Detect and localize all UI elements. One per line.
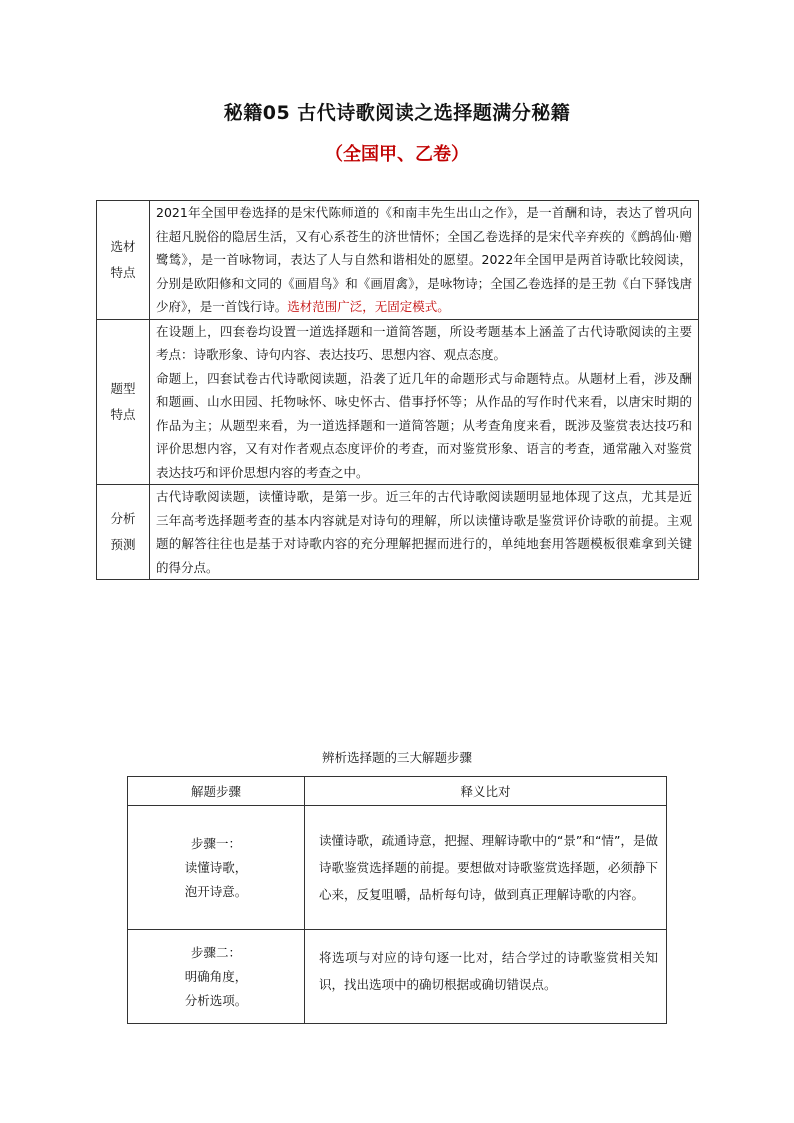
question-type-paragraph: 在设题上，四套卷均设置一道选择题和一道简答题，所设考题基本上涵盖了古代诗歌阅读的主要考点：诗歌形象、诗句内容、表达技巧、思想内容、观点态度。: [156, 323, 692, 362]
step-line: 步骤二：: [190, 944, 241, 960]
row-label-line: 预测: [110, 537, 136, 552]
row-content-selection: [150, 201, 699, 320]
selection-text: 2021年全国甲卷选择的是宋代陈师道的《和南丰先生出山之作》，是一首酬和诗，表达了曾巩向往超凡脱俗的隐居生活，又有心系苍生的济世情怀；全国乙卷选择的是宋代辛弃疾的《鹧鸪仙·赠鹭鸶》，是一首咏物词，表达了人与自然和谐相处的愿望。2022年全国甲是两首诗歌比较阅读，分别是欧阳修和文同的《画眉鸟》和《画眉禽》，是咏物诗；全国乙卷选择的是王勃《白下驿饯唐少府》，是一首饯行诗。: [156, 205, 692, 314]
page-subtitle: （全国甲、乙卷）: [325, 144, 469, 165]
step-cell: [128, 930, 305, 1024]
analysis-text: 古代诗歌阅读题，读懂诗歌，是第一步。近三年的古代诗歌阅读题明显地体现了这点，尤其是近三年高考选择题考查的基本内容就是对诗句的理解，所以读懂诗歌是鉴赏评价诗歌的前提。主观题的解答往往也是基于对诗歌内容的充分理解把握而进行的，单纯地套用答题模板很难拿到关键的得分点。: [156, 489, 692, 575]
header-cell-desc: 释义比对: [305, 777, 667, 806]
row-content-question-type: [150, 319, 699, 485]
row-label-selection: [97, 201, 150, 320]
row-label-line: 分析: [110, 511, 136, 526]
steps-table-title: 辨析选择题的三大解题步骤: [321, 750, 472, 765]
step-line: 明确角度，: [184, 968, 248, 984]
step-desc: 将选项与对应的诗句逐一比对，结合学过的诗歌鉴赏相关知识，找出选项中的确切根据或确切错误点。: [305, 930, 667, 1024]
table-row: [97, 319, 699, 485]
row-content-analysis: [150, 485, 699, 580]
step-line: 步骤一：: [190, 835, 241, 851]
step-line: 分析选项。: [184, 992, 248, 1008]
step-cell: [128, 806, 305, 930]
question-type-paragraph: 命题上，四套试卷古代诗歌阅读题，沿袭了近几年的命题形式与命题特点。从题材上看，涉及酬和题画、山水田园、托物咏怀、咏史怀古、借事抒怀等；从作品的写作时代来看，以唐宋时期的作品为主；从题型来看，为一道选择题和一道简答题；从考查角度来看，既涉及鉴赏表达技巧和评价思想内容，又有对作者观点态度评价的考查，而对鉴赏形象、语言的考查，通常融入对鉴赏表达技巧和评价思想内容的考查之中。: [156, 370, 692, 480]
row-label-analysis: [97, 485, 150, 580]
steps-table: [127, 776, 667, 1024]
table-header-row: [128, 777, 667, 806]
table-row: [128, 930, 667, 1024]
table-row: [128, 806, 667, 930]
table-row: [97, 201, 699, 320]
row-label-question-type: [97, 319, 150, 485]
row-label-line: 题型: [110, 380, 136, 396]
step-desc: 读懂诗歌，疏通诗意，把握、理解诗歌中的“景”和“情”，是做诗歌鉴赏选择题的前提。要想做对诗歌鉴赏选择题，必须静下心来，反复咀嚼，品析每句诗，做到真正理解诗歌的内容。: [305, 806, 667, 930]
row-label-line: 选材: [110, 238, 136, 254]
step-line: 泡开诗意。: [184, 883, 248, 899]
selection-highlight: 选材范围广泛，无固定模式。: [287, 299, 450, 314]
page-title: 秘籍05 古代诗歌阅读之选择题满分秘籍: [223, 102, 571, 124]
row-label-line: 特点: [110, 406, 136, 422]
row-label-line: 特点: [110, 264, 136, 280]
table-row: [97, 485, 699, 580]
header-cell-step: 解题步骤: [128, 777, 305, 806]
overview-table: [96, 200, 699, 580]
step-line: 读懂诗歌，: [184, 859, 248, 875]
